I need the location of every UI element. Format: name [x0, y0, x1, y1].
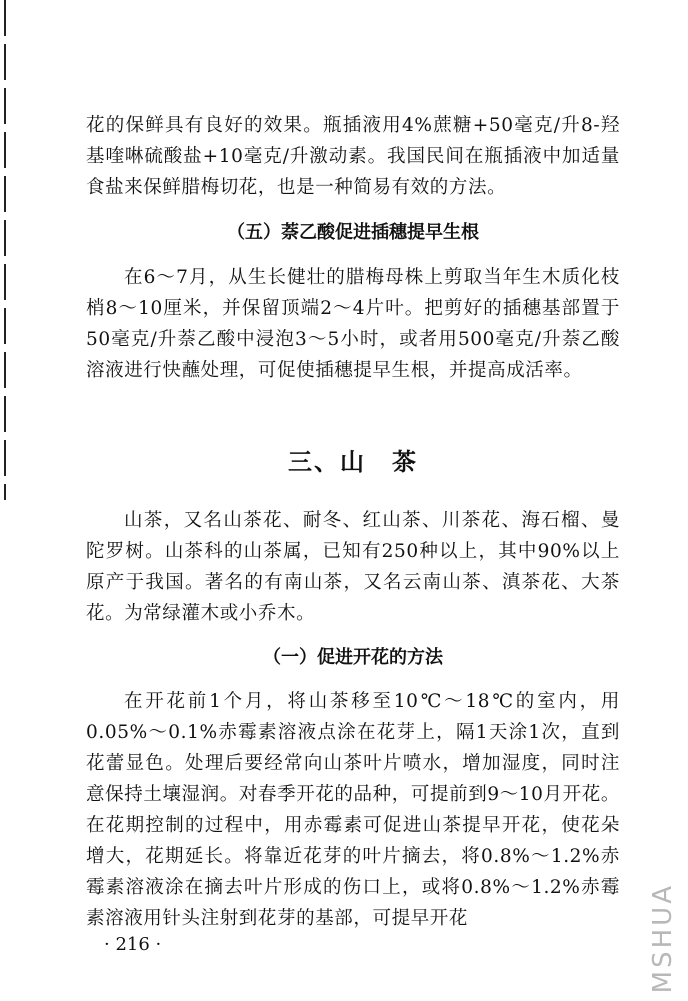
paragraph-4: 在开花前1个月，将山茶移至10℃～18℃的室内，用0.05%～0.1%赤霉素溶液点涂在花芽上，隔1天涂1次，直到花蕾显色。处理后要经常向山茶叶片喷水，增加湿度，同时注意保持土壤湿润。对春季开花的品种，可提前到9～10月开花。在花期控制的过程中，用赤霉素可促进山茶提早开花，使花朵增大，花期延长。将靠近花芽的叶片摘去，将0.8%～1.2%赤霉素溶液涂在摘去叶片形成的伤口上，或将0.8%～1.2%赤霉素溶液用针头注射到花芽的基部，可提早开花 — [86, 691, 620, 929]
page-number: · 216 · — [104, 934, 162, 955]
paragraph-1: 花的保鲜具有良好的效果。瓶插液用4%蔗糖+50毫克/升8-羟基喹啉硫酸盐+10毫克/升激动素。我国民间在瓶插液中加适量食盐来保鲜腊梅切花，也是一种简易有效的方法。 — [86, 115, 620, 198]
chapter-heading: 三、山 茶 — [288, 447, 418, 476]
paragraph-2: 在6～7月，从生长健壮的腊梅母株上剪取当年生木质化枝梢8～10厘米，并保留顶端2～4片叶。把剪好的插穗基部置于50毫克/升萘乙酸中浸泡3～5小时，或者用500毫克/升萘乙酸溶液进行快蘸处理，可促使插穗提早生根，并提高成活率。 — [86, 267, 620, 381]
section-heading-1: （一）促进开花的方法 — [263, 647, 443, 668]
paragraph-3: 山茶，又名山茶花、耐冬、红山茶、川茶花、海石榴、曼陀罗树。山茶科的山茶属，已知有250种以上，其中90%以上原产于我国。著名的有南山茶，又名云南山茶、滇茶花、大茶花。为常绿灌木或小乔木。 — [86, 510, 620, 624]
section-heading-5: （五）萘乙酸促进插穗提早生根 — [227, 222, 479, 243]
scan-edge-line — [4, 0, 6, 500]
watermark: MSHUA — [648, 882, 678, 993]
